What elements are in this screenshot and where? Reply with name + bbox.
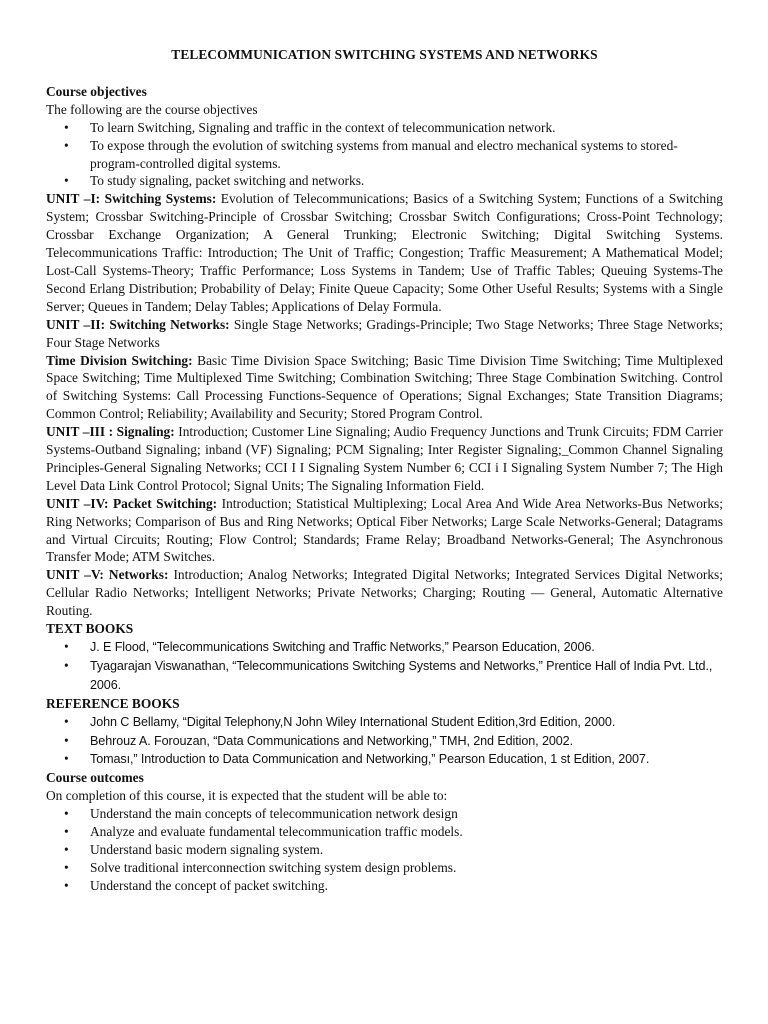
unit-4-label: UNIT –IV: Packet Switching: — [46, 495, 218, 511]
objectives-heading: Course objectives — [46, 83, 147, 99]
unit-5-paragraph — [46, 566, 723, 620]
bullet-icon: • — [64, 841, 69, 857]
unit-1-label: UNIT –I: Switching Systems: — [46, 191, 217, 207]
reference-book-citation: John C Bellamy, “Digital Telephony,N John Wiley International Student Edition,3rd Edition, 2000. — [90, 714, 616, 729]
outcome-text: Solve traditional interconnection switching system design problems. — [90, 859, 457, 875]
outcome-item — [46, 823, 723, 841]
text-books-list — [46, 638, 723, 695]
outcome-item — [46, 841, 723, 859]
unit-1-text: Evolution of Telecommunications; Basics of a Switching System; Functions of a Switching System; Crossbar Switching-Principle of Crossbar Switching; Crossbar Switch Configurations; Cross-Point Technology; Crossbar Exchange Organization; A General Trunking; Electronic Switching; Digital Switching Systems. Telecommunications Traffic: Introduction; The Unit of Traffic; Congestion; Traffic Measurement; A Mathematical Model; Lost-Call Systems-Theory; Traffic Performance; Loss Systems in Tandem; Use of Traffic Tables; Queuing Systems-The Second Erlang Distribution; Probability of Delay; Finite Queue Capacity; Some Other Useful Results; Systems with a Single Server; Queues in Tandem; Delay Tables; Applications of Delay Formula. — [46, 191, 724, 314]
time-division-text: Basic Time Division Space Switching; Basic Time Division Time Switching; Time Multiplexed Space Switching; Time Multiplexed Time Switching; Combination Switching; Three Stage Combination Switching. Control of Switching Systems: Call Processing Functions-Sequence of Operations; Signal Exchanges; State Transition Diagrams; Common Control; Reliability; Availability and Security; Stored Program Control. — [46, 352, 724, 422]
objective-text: To expose through the evolution of switching systems from manual and electro mechanical systems to stored-program-controlled digital systems. — [90, 137, 678, 171]
objectives-list — [46, 119, 723, 191]
unit-3-paragraph — [46, 423, 723, 495]
outcomes-heading: Course outcomes — [46, 770, 144, 786]
objectives-intro: The following are the course objectives — [46, 101, 258, 117]
bullet-icon: • — [64, 137, 69, 153]
outcome-item — [46, 877, 723, 895]
objective-text: To learn Switching, Signaling and traffic in the context of telecommunication network. — [90, 119, 556, 135]
unit-1-paragraph — [46, 190, 723, 315]
outcome-text: Understand the main concepts of telecommunication network design — [90, 806, 458, 822]
outcome-text: Analyze and evaluate fundamental telecommunication traffic models. — [90, 824, 463, 840]
reference-book-item — [46, 750, 723, 769]
unit-4-paragraph — [46, 495, 723, 567]
reference-book-item — [46, 732, 723, 751]
unit-3-text: Introduction; Customer Line Signaling; Audio Frequency Junctions and Trunk Circuits; FDM Carrier Systems-Outband Signaling; inband (VF) Signaling; PCM Signaling; Inter Register Signaling;_Common Channel Signaling Principles-General Signaling Networks; CCI I I Signaling System Number 6; CCI i I Signaling System Number 7; The High Level Data Link Control Protocol; Signal Units; The Signaling Information Field. — [46, 424, 723, 493]
text-book-item — [46, 657, 723, 695]
bullet-icon: • — [64, 173, 69, 189]
text-book-citation: Tyagarajan Viswanathan, “Telecommunications Switching Systems and Networks,” Prentice Hall of India Pvt. Ltd., 2006. — [90, 658, 713, 692]
bullet-icon: • — [64, 859, 69, 875]
outcome-text: Understand the concept of packet switching. — [90, 877, 328, 893]
text-book-citation: J. E Flood, “Telecommunications Switching and Traffic Networks,” Pearson Education, 2006. — [90, 640, 595, 654]
text-books-heading: TEXT BOOKS — [46, 621, 134, 637]
bullet-icon: • — [64, 639, 69, 654]
document-page — [46, 46, 723, 895]
time-division-paragraph — [46, 352, 723, 424]
reference-books-heading: REFERENCE BOOKS — [46, 695, 180, 711]
unit-2-label: UNIT –II: Switching Networks: — [46, 316, 230, 332]
document-title: TELECOMMUNICATION SWITCHING SYSTEMS AND NETWORKS — [171, 47, 598, 62]
outcome-text: Understand basic modern signaling system. — [90, 841, 324, 857]
bullet-icon: • — [64, 751, 69, 767]
bullet-icon: • — [64, 732, 69, 748]
bullet-icon: • — [64, 824, 69, 840]
objective-item — [46, 119, 723, 137]
bullet-icon: • — [64, 713, 69, 729]
reference-book-citation: Behrouz A. Forouzan, “Data Communications and Networking,” TMH, 2nd Edition, 2002. — [90, 733, 573, 748]
unit-4-text: Introduction; Statistical Multiplexing; Local Area And Wide Area Networks-Bus Networks; Ring Networks; Comparison of Bus and Ring Networks; Optical Fiber Networks; Large Scale Networks-General; Datagrams and Virtual Circuits; Routing; Flow Control; Standards; Frame Relay; Broadband Networks-General; The Asynchronous Transfer Mode; ATM Switches. — [46, 495, 723, 565]
text-book-item — [46, 638, 723, 657]
outcome-item — [46, 805, 723, 823]
objective-text: To study signaling, packet switching and networks. — [90, 173, 365, 189]
outcomes-intro: On completion of this course, it is expected that the student will be able to: — [46, 788, 448, 804]
reference-book-item — [46, 713, 723, 732]
bullet-icon: • — [64, 877, 69, 893]
bullet-icon: • — [64, 657, 69, 673]
unit-5-text: Introduction; Analog Networks; Integrated Digital Networks; Integrated Services Digital Networks; Cellular Radio Networks; Intelligent Networks; Private Networks; Charging; Routing — General, Automatic Alternative Routing. — [46, 567, 723, 619]
bullet-icon: • — [64, 806, 69, 822]
reference-book-citation: Toması,” Introduction to Data Communication and Networking,” Pearson Education, 1 st Edition, 2007. — [90, 752, 650, 767]
outcomes-list — [46, 805, 723, 895]
reference-books-list — [46, 713, 723, 770]
bullet-icon: • — [64, 119, 69, 135]
objective-item — [46, 137, 723, 173]
time-division-label: Time Division Switching: — [46, 352, 193, 368]
objective-item — [46, 172, 723, 190]
outcome-item — [46, 859, 723, 877]
unit-5-label: UNIT –V: Networks: — [46, 567, 169, 583]
unit-2-paragraph — [46, 316, 723, 352]
unit-3-label: UNIT –III : Signaling: — [46, 424, 175, 440]
unit-2-text: Single Stage Networks; Gradings-Principle; Two Stage Networks; Three Stage Networks; Four Stage Networks — [46, 316, 723, 350]
